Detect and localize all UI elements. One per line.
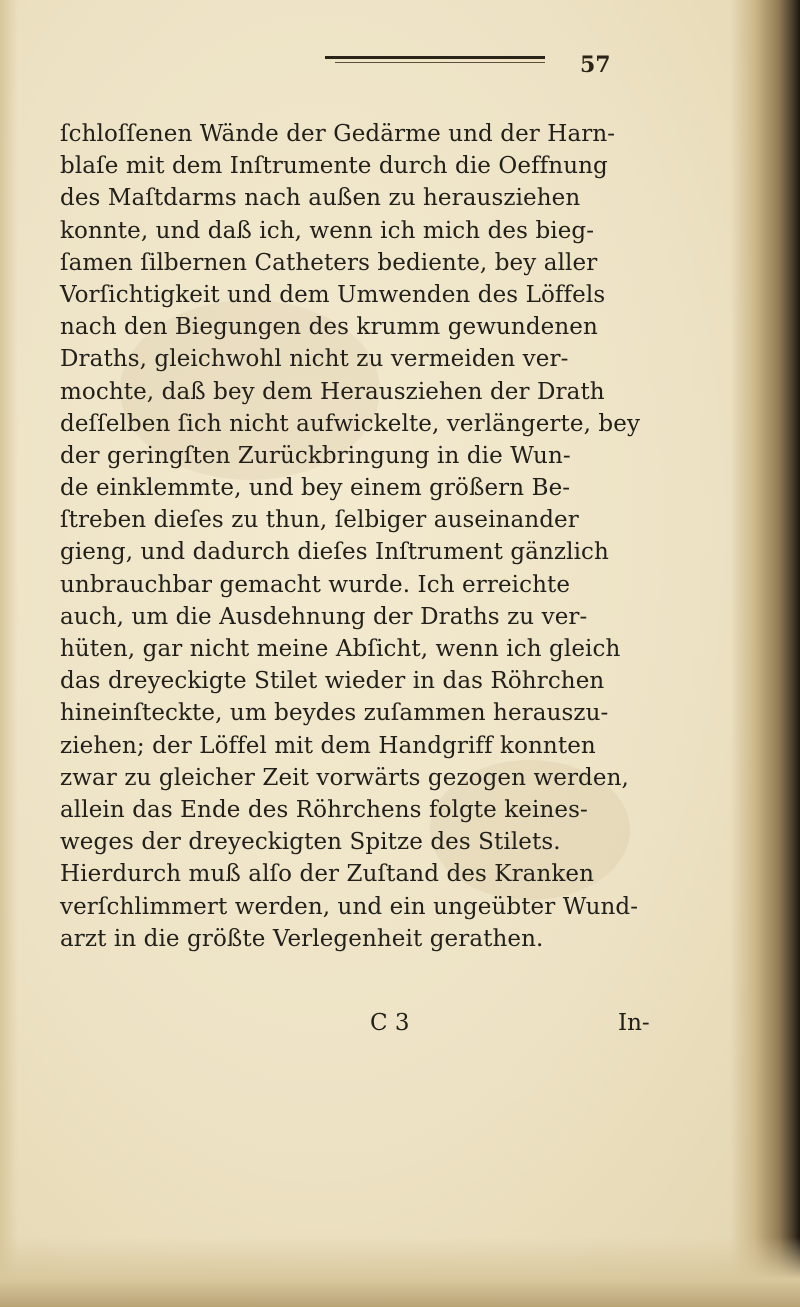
text-line: der geringſten Zurückbringung in die Wun-	[60, 442, 571, 469]
text-line: des Maſtdarms nach außen zu herausziehen	[60, 185, 581, 212]
body-text	[60, 118, 720, 955]
text-line: konnte, und daß ich, wenn ich mich des bieg-	[60, 217, 595, 244]
text-line: Hierdurch muß alſo der Zuſtand des Kranken	[60, 861, 595, 888]
text-line: arzt in die größte Verlegenheit gerathen.	[60, 925, 544, 952]
text-line: gieng, und dadurch dieſes Inſtrument gänzlich	[60, 539, 609, 566]
page-number: 57	[580, 52, 611, 78]
page-footer	[60, 1010, 720, 1042]
text-line: hüten, gar nicht meine Abſicht, wenn ich gleich	[60, 636, 621, 662]
text-line: zwar zu gleicher Zeit vorwärts gezogen werden,	[60, 764, 629, 791]
text-line: ſamen ſilbernen Catheters bediente, bey aller	[60, 249, 598, 276]
text-line: verſchlimmert werden, und ein ungeübter Wund-	[60, 893, 639, 920]
text-line: blaſe mit dem Inſtrumente durch die Oeffnung	[60, 153, 608, 180]
text-line: hineinſteckte, um beydes zuſammen herauszu-	[60, 700, 609, 727]
text-line: ſtreben dieſes zu thun, ſelbiger auseinander	[60, 507, 579, 534]
text-line: nach den Biegungen des krumm gewundenen	[60, 314, 598, 341]
text-line: mochte, daß bey dem Herausziehen der Drath	[60, 378, 605, 405]
text-line: Vorſichtigkeit und dem Umwenden des Löffels	[60, 281, 606, 308]
signature-mark: C 3	[370, 1010, 410, 1036]
text-line: ziehen; der Löffel mit dem Handgriff konnten	[60, 732, 596, 759]
text-line: unbrauchbar gemacht wurde. Ich erreichte	[60, 571, 571, 598]
page-binding-edge	[730, 0, 800, 1307]
text-line: Draths, gleichwohl nicht zu vermeiden ver-	[60, 346, 569, 373]
header-rule	[325, 56, 545, 59]
text-line: das dreyeckigte Stilet wieder in das Röhrchen	[60, 668, 605, 695]
text-line: auch, um die Ausdehnung der Draths zu ver-	[60, 603, 588, 630]
text-line: allein das Ende des Röhrchens folgte keines-	[60, 796, 588, 823]
page-left-edge	[0, 0, 18, 1307]
text-line: deſſelben ſich nicht aufwickelte, verlängerte, bey	[60, 410, 641, 437]
text-line: de einklemmte, und bey einem größern Be-	[60, 475, 571, 502]
page-bottom-edge	[0, 1237, 800, 1307]
header-rule-thin	[335, 62, 545, 63]
text-line: ſchloſſenen Wände der Gedärme und der Harn-	[60, 121, 616, 147]
catchword: In-	[618, 1010, 650, 1036]
text-line: weges der dreyeckigten Spitze des Stilets.	[60, 829, 561, 856]
